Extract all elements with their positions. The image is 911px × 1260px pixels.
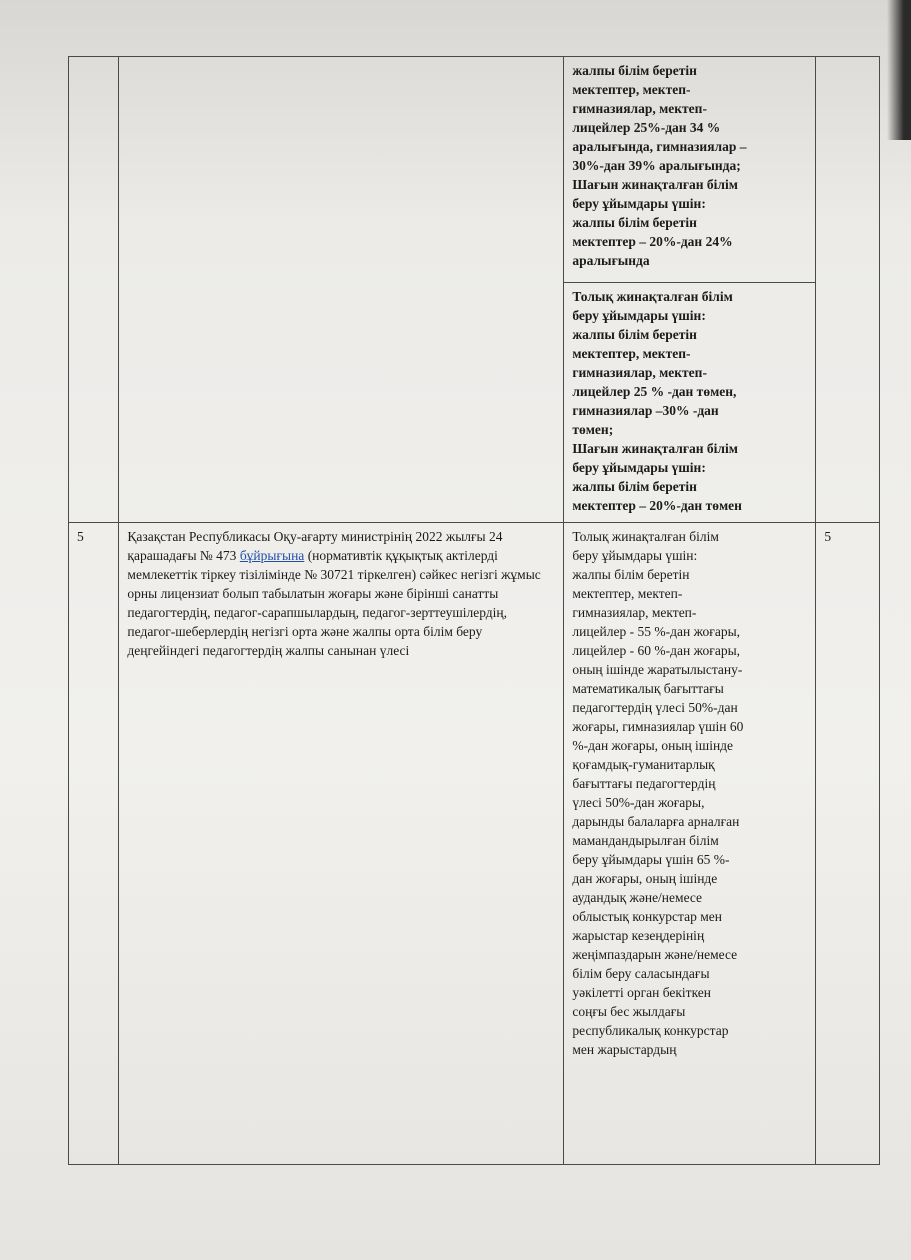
table-row [69, 57, 880, 283]
description-cell [119, 57, 564, 523]
criteria-cell: жалпы білім беретін мектептер, мектеп- гимназиялар, мектеп- лицейлер 25%-дан 34 % аралығында, гимназиялар – 30%-дан 39% аралығында; Шағын жинақталған білім беру ұйымдары үшін: жалпы білім беретін мектептер – 20%-дан 24% аралығында [564, 57, 816, 283]
points-cell [816, 57, 880, 523]
row-number-cell [69, 57, 119, 523]
description-cell [119, 523, 564, 1165]
points-cell: 5 [816, 523, 880, 1165]
criteria-cell: Толық жинақталған білім беру ұйымдары үшін: жалпы білім беретін мектептер, мектеп- гимназиялар, мектеп- лицейлер 25 % -дан төмен, гимназиялар –30% -дан төмен; Шағын жинақталған білім беру ұйымдары үшін: жалпы білім беретін мектептер – 20%-дан төмен [564, 283, 816, 523]
description-text: Қазақстан Республикасы Оқу-ағарту министрінің 2022 жылғы 24 қарашадағы № 473 [127, 529, 503, 563]
description-text-continued: (нормативтік құқықтық актілерді мемлекеттік тіркеу тізілімінде № 30721 тіркелген) сәйкес негізгі жұмыс орны лицензиат болып табылатын жоғары және бірінші санатты педагогтердің, педагог-сарапшылардың, педагог-зерттеушілердің, педагог-шеберлердің негізгі орта және жалпы орта білім беру деңгейіндегі педагогтердің жалпы санынан үлесі [127, 548, 541, 658]
criteria-table [68, 56, 880, 1165]
criteria-cell: Толық жинақталған білім беру ұйымдары үшін: жалпы білім беретін мектептер, мектеп- гимназиялар, мектеп- лицейлер - 55 %-дан жоғары, лицейлер - 60 %-дан жоғары, оның ішінде жаратылыстану- математикалық бағыттағы педагогтердің үлесі 50%-дан жоғары, гимназиялар үшін 60 %-дан жоғары, оның ішінде қоғамдық-гуманитарлық бағыттағы педагогтердің үлесі 50%-дан жоғары, дарынды балаларға арналған мамандандырылған білім беру ұйымдары үшін 65 %- дан жоғары, оның ішінде аудандық және/немесе облыстық конкурстар мен жарыстар кезеңдерінің жеңімпаздарын және/немесе білім беру саласындағы уәкілетті орган бекіткен соңғы бес жылдағы республикалық конкурстар мен жарыстардың [564, 523, 816, 1165]
order-link[interactable]: бұйрығына [239, 548, 305, 563]
row-number-cell: 5 [69, 523, 119, 1165]
table-row [69, 523, 880, 1165]
page-edge-shadow [887, 0, 911, 140]
